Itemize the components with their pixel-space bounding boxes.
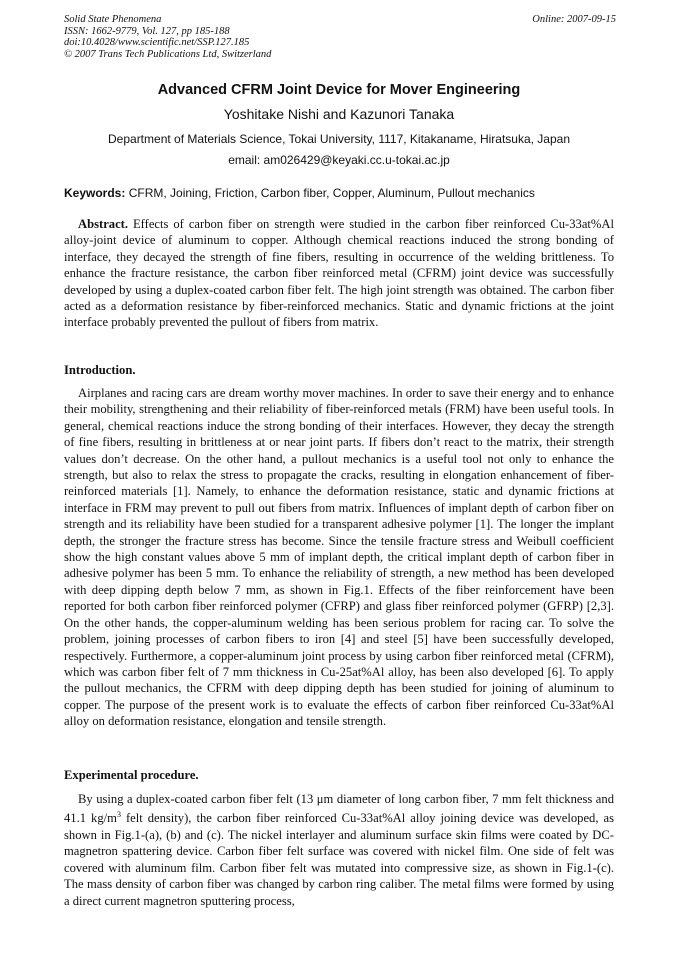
journal-issn: ISSN: 1662-9779, Vol. 127, pp 185-188: [64, 25, 230, 37]
abstract-paragraph: [64, 216, 614, 331]
abstract-label: Abstract.: [78, 217, 129, 231]
online-date: Online: 2007-09-15: [532, 14, 616, 25]
journal-name: Solid State Phenomena: [64, 14, 162, 25]
author-email: email: am026429@keyaki.cc.u-tokai.ac.jp: [228, 153, 450, 167]
experimental-heading: Experimental procedure.: [64, 768, 199, 782]
paper-title: Advanced CFRM Joint Device for Mover Engineering: [157, 82, 521, 98]
keywords: [64, 186, 616, 200]
abstract-text: Effects of carbon fiber on strength were studied in the carbon fiber reinforced Cu-33at%Al alloy-joint device of aluminum to copper. Although chemical reactions induced the strong bonding of interface, they decayed the strength of fine fibers, resulting in occurrence of the welding brittleness. To enhance the fracture resistance, the carbon fiber reinforced metal (CFRM) joint device was successfully developed by using a duplex-coated carbon fiber felt. The high joint strength was obtained. The carbon fiber acted as a deformation resistance by fiber-reinforced mechanics. Static and dynamic frictions at the joint interface probably prevented the pullout of fibers from matrix.: [64, 217, 614, 330]
journal-copyright: © 2007 Trans Tech Publications Ltd, Switzerland: [64, 48, 272, 60]
experimental-text-part1: By using a duplex-coated carbon fiber felt (13 μm diameter of long carbon fiber, 7 mm felt thickness and 41.1 kg/m: [64, 792, 614, 826]
introduction-heading: Introduction.: [64, 363, 136, 377]
superscript-exponent: 3: [116, 810, 121, 820]
experimental-paragraph: [64, 791, 614, 909]
journal-doi: doi:10.4028/www.scientific.net/SSP.127.185: [64, 37, 250, 49]
author-affiliation: Department of Materials Science, Tokai University, 1117, Kitakaname, Hiratsuka, Japan: [108, 132, 570, 146]
keywords-label: Keywords:: [64, 186, 126, 200]
journal-header: [64, 14, 616, 60]
experimental-text-part2: felt density), the carbon fiber reinforced Cu-33at%Al alloy joining device was developed, as shown in Fig.1-(a), (b) and (c). The nickel interlayer and aluminum surface skin films were coated by DC-magnetron spattering device. Carbon fiber felt surface was covered with nickel film. One side of felt was covered with aluminum film. Carbon fiber felt was mutated into compressive size, as shown in Fig.1-(c). The mass density of carbon fiber was changed by carbon ring caliber. The metal films were formed by using a direct current magnetron sputtering process,: [64, 811, 614, 908]
introduction-paragraph: Airplanes and racing cars are dream worthy mover machines. In order to save their energy and to enhance their mobility, strengthening and their reliability of fiber-reinforced metals (FRM) have been useful tools. In general, chemical reactions induce the strong bonding of their interfaces. However, they decay the strength of fine fibers, resulting in brittleness at or near joint parts. If fibers don’t react to the matrix, their strength values don’t decrease. On the other hand, a pullout mechanics is a useful tool not only to enhance the strength, but also to relax the stress to propagate the cracks, resulting in elongation enhancement of fiber-reinforced materials [1]. Namely, to enhance the deformation resistance, static and dynamic frictions at interface in FRM may prevent to pull out fibers from matrix. Influences of implant depth of carbon fiber on strength and its reliability have been studied for a transparent adhesive polymer [1]. The longer the implant depth, the stronger the fracture stress has become. Since the tensile fracture stress and Weibull coefficient show the high constant values above 5 mm of implant depth, the critical implant depth of carbon fiber in adhesive polymer has been 5 mm. To enhance the reliability of strength, a new method has been developed with deep dipping depth below 7 mm, as shown in Fig.1. Effects of the fiber reinforcement have been reported for both carbon fiber reinforced polymer (CFRP) and glass fiber reinforced polymer (GFRP) [2,3]. On the other hands, the copper-aluminum welding has been serious problem for racing car. To solve the problem, joining processes of carbon fibers to iron [4] and steel [5] have been successfully developed, respectively. Furthermore, a copper-aluminum joint process by using carbon fiber reinforced metal (CFRM), which was carbon fiber felt of 7 mm thickness in Cu-25at%Al alloy, has been also developed [6]. To apply the pullout mechanics, the CFRM with deep dipping depth has been studied for joining of aluminum to copper. The purpose of the present work is to evaluate the effects of carbon fiber reinforced Cu-33at%Al alloy on deformation resistance, elongation and tensile strength.: [64, 386, 614, 729]
paper-authors: Yoshitake Nishi and Kazunori Tanaka: [223, 106, 455, 122]
keywords-text: CFRM, Joining, Friction, Carbon fiber, Copper, Aluminum, Pullout mechanics: [128, 186, 535, 200]
